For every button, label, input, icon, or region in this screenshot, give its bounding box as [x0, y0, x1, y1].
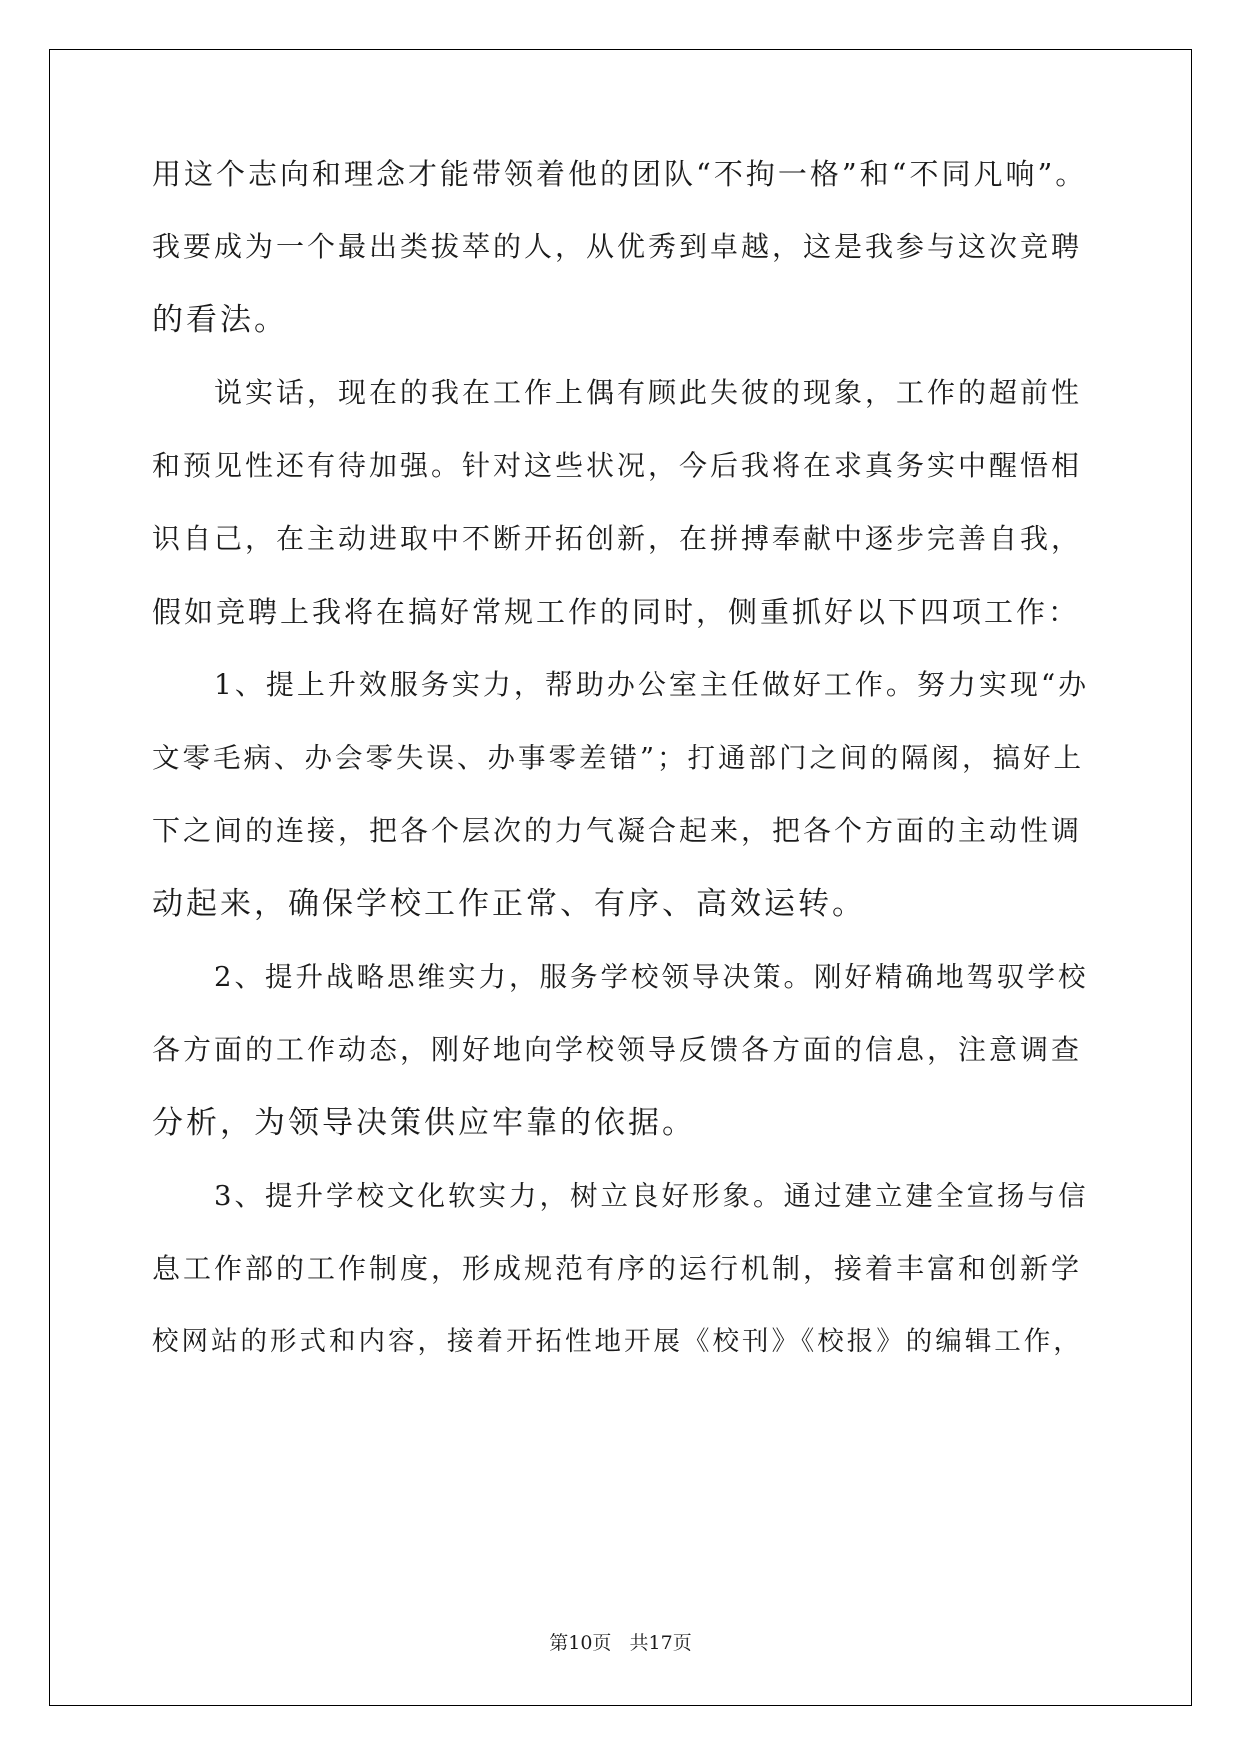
text-line: 识自己，在主动进取中不断开拓创新，在拼搏奉献中逐步完善自我，: [152, 522, 1083, 555]
page-number-footer: 第10页 共17页: [549, 1632, 692, 1654]
text-line: 动起来，确保学校工作正常、有序、高效运转。: [152, 886, 866, 922]
text-line: 假如竞聘上我将在搞好常规工作的同时，侧重抓好以下四项工作：: [152, 595, 1081, 629]
page-border: [49, 49, 1192, 1706]
text-line: 我要成为一个最出类拔萃的人，从优秀到卓越，这是我参与这次竞聘: [152, 230, 1083, 263]
text-line: 3、提升学校文化软实力，树立良好形象。通过建立建全宣扬与信: [214, 1180, 1089, 1212]
text-line: 和预见性还有待加强。针对这些状况，今后我将在求真务实中醒悟相: [152, 449, 1083, 482]
text-line: 用这个志向和理念才能带领着他的团队“不拘一格”和“不同凡响”。: [152, 157, 1088, 191]
text-line: 1、提上升效服务实力，帮助办公室主任做好工作。努力实现“办: [214, 668, 1090, 701]
text-line: 分析，为领导决策供应牢靠的依据。: [152, 1105, 696, 1141]
text-line: 息工作部的工作制度，形成规范有序的运行机制，接着丰富和创新学: [152, 1252, 1083, 1285]
text-line: 各方面的工作动态，刚好地向学校领导反馈各方面的信息，注意调查: [152, 1033, 1083, 1066]
text-line: 2、提升战略思维实力，服务学校领导决策。刚好精确地驾驭学校: [214, 961, 1089, 993]
text-line: 的看法。: [152, 302, 288, 338]
text-line: 校网站的形式和内容，接着开拓性地开展《校刊》《校报》的编辑工作，: [152, 1326, 1083, 1357]
text-line: 说实话，现在的我在工作上偶有顾此失彼的现象，工作的超前性: [214, 376, 1083, 409]
text-line: 下之间的连接，把各个层次的力气凝合起来，把各个方面的主动性调: [152, 814, 1083, 847]
text-line: 文零毛病、办会零失误、办事零差错”；打通部门之间的隔阂，搞好上: [152, 742, 1085, 774]
